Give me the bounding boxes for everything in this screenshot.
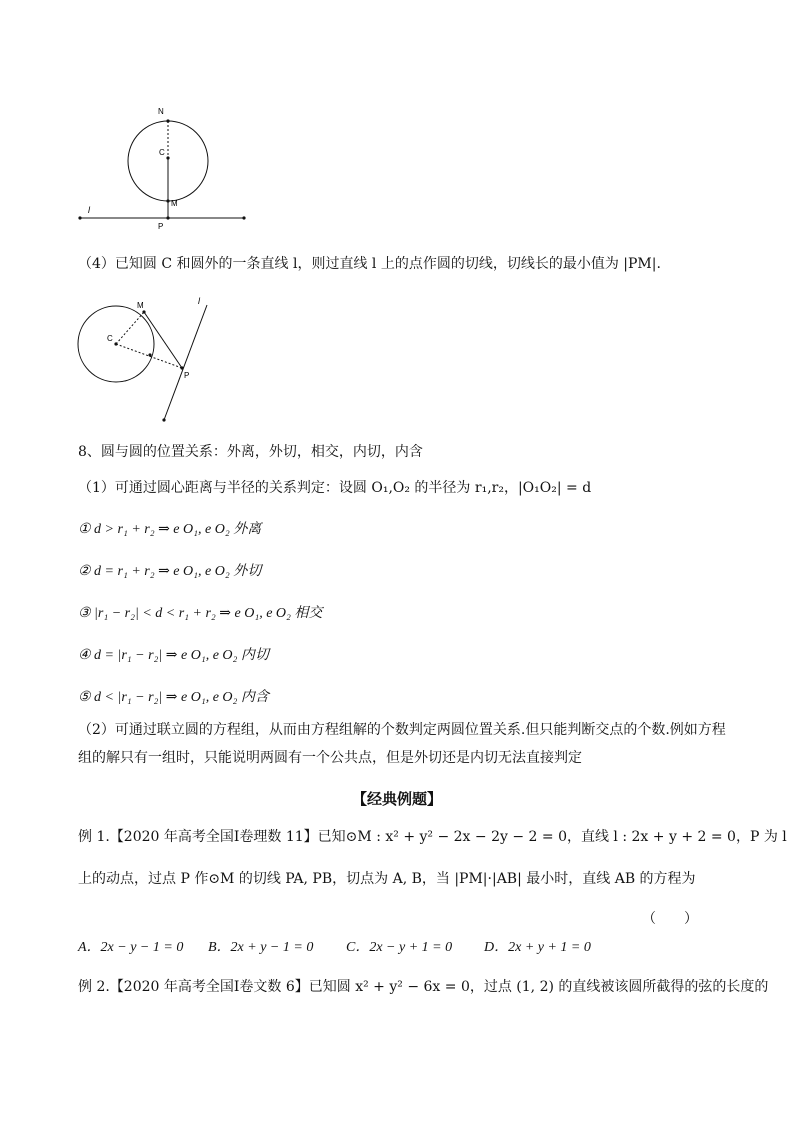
point-c bbox=[166, 156, 169, 159]
relation-item-2: ② d = r₁ + r₂ ⇒ e O₁, e O₂ 外切 bbox=[78, 564, 262, 579]
line-l bbox=[164, 305, 207, 420]
example-2-line1: 例 2.【2020 年高考全国Ⅰ卷文数 6】已知圆 x² + y² − 6x = 0，过点 (1, 2) 的直线被该圆所截得的弦的长度的 bbox=[78, 979, 769, 995]
point-m bbox=[166, 199, 169, 202]
relation-item-5: ⑤ d < |r₁ − r₂| ⇒ e O₁, e O₂ 内含 bbox=[78, 690, 269, 705]
option-d: D．2x + y + 1 = 0 bbox=[484, 940, 591, 955]
label-m: M bbox=[171, 199, 178, 208]
point-p bbox=[180, 366, 183, 369]
point-c bbox=[114, 342, 117, 345]
relation-item-1: ① d > r₁ + r₂ ⇒ e O₁, e O₂ 外离 bbox=[78, 522, 262, 537]
label-p: P bbox=[184, 371, 190, 380]
section-8-p2-line1: （2）可通过联立圆的方程组，从而由方程组解的个数判定两圆位置关系.但只能判断交点的个数.例如方程 bbox=[78, 722, 726, 738]
point-m bbox=[142, 310, 145, 313]
point-on-circle bbox=[148, 353, 151, 356]
example-1-line2: 上的动点，过点 P 作⊙M 的切线 PA, PB，切点为 A, B，当 |PM|·|AB| 最小时，直线 AB 的方程为 bbox=[78, 871, 696, 887]
label-l: l bbox=[88, 205, 90, 215]
label-c: C bbox=[107, 334, 113, 343]
radius-cm bbox=[116, 312, 144, 344]
figure-circle-line bbox=[60, 95, 260, 235]
figure-tangent-line bbox=[70, 292, 220, 427]
section-8-p1: （1）可通过圆心距离与半径的关系判定：设圆 O₁,O₂ 的半径为 r₁,r₂，|O₁O₂| = d bbox=[78, 480, 592, 496]
example-1-line1: 例 1.【2020 年高考全国Ⅰ卷理数 11】已知⊙M : x² + y² − 2x − 2y − 2 = 0，直线 l : 2x + y + 2 = 0，P 为 l bbox=[78, 829, 787, 845]
point-n bbox=[166, 119, 169, 122]
relation-item-3: ③ |r₁ − r₂| < d < r₁ + r₂ ⇒ e O₁, e O₂ 相交 bbox=[78, 606, 323, 621]
label-l: l bbox=[198, 296, 200, 306]
option-a: A．2x − y − 1 = 0 bbox=[78, 940, 184, 955]
example-1-answer-paren: （ ） bbox=[642, 911, 698, 927]
point-p bbox=[166, 216, 169, 219]
section-heading-examples: 【经典例题】 bbox=[351, 790, 442, 808]
section-8-p2-line2: 组的解只有一组时，只能说明两圆有一个公共点，但是外切还是内切无法直接判定 bbox=[78, 750, 582, 766]
label-c: C bbox=[159, 148, 165, 157]
relation-item-4: ④ d = |r₁ − r₂| ⇒ e O₁, e O₂ 内切 bbox=[78, 648, 269, 663]
tangent-pm bbox=[144, 312, 182, 368]
label-m: M bbox=[137, 301, 144, 310]
label-n: N bbox=[158, 107, 164, 116]
section-8-title: 8、圆与圆的位置关系：外离，外切，相交，内切，内含 bbox=[78, 444, 423, 460]
line-l-end-point bbox=[162, 418, 165, 421]
line-l-start-point bbox=[78, 216, 81, 219]
option-b: B．2x + y − 1 = 0 bbox=[208, 940, 314, 955]
line-l-end-point bbox=[242, 216, 245, 219]
item-4-text: （4）已知圆 C 和圆外的一条直线 l，则过直线 l 上的点作圆的切线，切线长的最小值为 |PM|. bbox=[78, 256, 661, 272]
option-c: C．2x − y + 1 = 0 bbox=[346, 940, 453, 955]
label-p: P bbox=[158, 222, 164, 231]
